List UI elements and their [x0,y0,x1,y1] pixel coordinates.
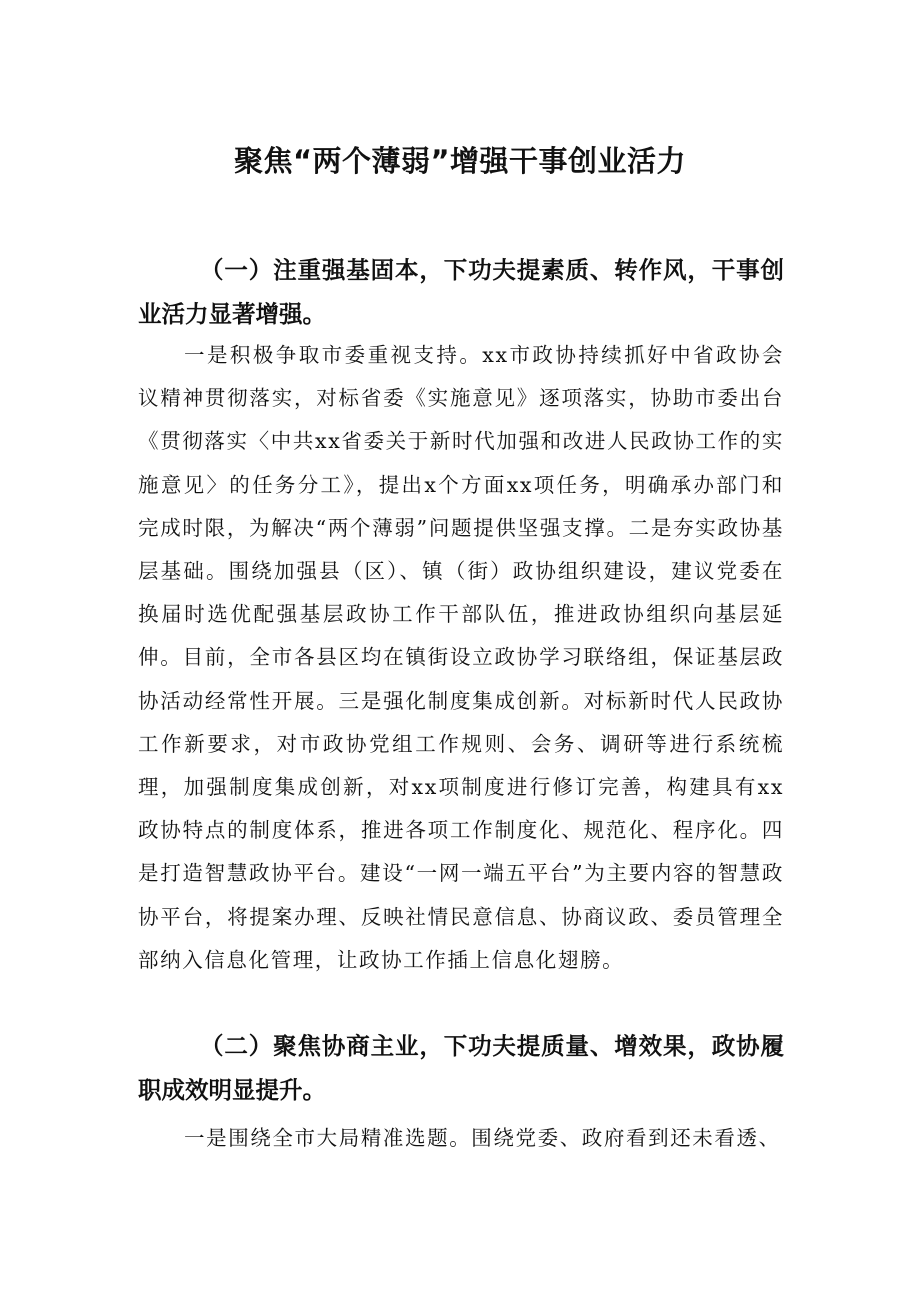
section-heading-1: （一）注重强基固本，下功夫提素质、转作风，干事创业活力显著增强。 [138,256,784,328]
section-heading-2: （二）聚焦协商主业，下功夫提质量、增效果，政协履职成效明显提升。 [138,1032,784,1104]
document-title: 聚焦“两个薄弱”增强干事创业活力 [233,144,687,178]
section-paragraph-1: 一是积极争取市委重视支持。xx市政协持续抓好中省政协会议精神贯彻落实，对标省委《实施意见》逐项落实，协助市委出台《贯彻落实〈中共xx省委关于新时代加强和改进人民政协工作的实施意见〉的任务分工》，提出x个方面xx项任务，明确承办部门和完成时限，为解决“两个薄弱”问题提供坚强支撑。二是夯实政协基层基础。围绕加强县（区）、镇（街）政协组织建设，建议党委在换届时选优配强基层政协工作干部队伍，推进政协组织向基层延伸。目前，全市各县区均在镇街设立政协学习联络组，保证基层政协活动经常性开展。三是强化制度集成创新。对标新时代人民政协工作新要求，对市政协党组工作规则、会务、调研等进行系统梳理，加强制度集成创新，对xx项制度进行修订完善，构建具有xx政协特点的制度体系，推进各项工作制度化、规范化、程序化。四是打造智慧政协平台。建设“一网一端五平台”为主要内容的智慧政协平台，将提案办理、反映社情民意信息、协商议政、委员管理全部纳入信息化管理，让政协工作插上信息化翅膀。 [138,343,784,972]
section-paragraph-2: 一是围绕全市大局精准选题。围绕党委、政府看到还未看透、 [184,1126,781,1150]
